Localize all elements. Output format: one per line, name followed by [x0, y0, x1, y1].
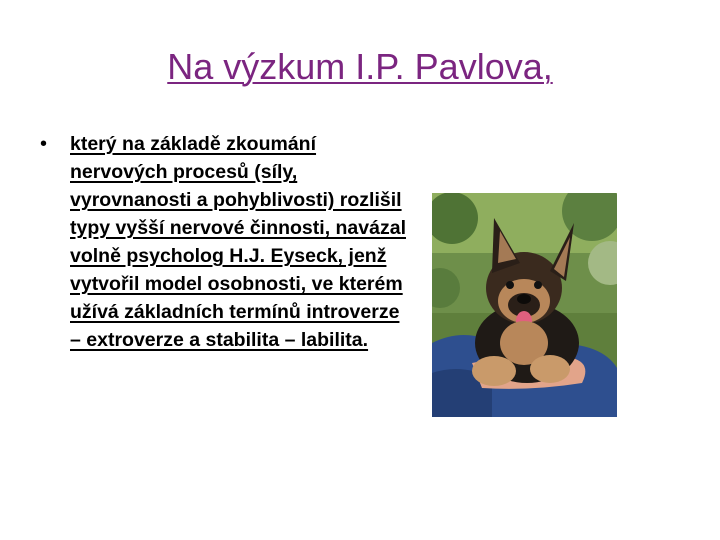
slide-title: Na výzkum I.P. Pavlova,	[167, 46, 553, 87]
bullet-line: typy vyšší nervové činnosti, navázal	[70, 217, 406, 239]
bullet-line: který na základě zkoumání	[70, 133, 317, 155]
bullet-icon: •	[40, 133, 48, 155]
bullet-line: – extroverze a stabilita – labilita.	[70, 329, 369, 351]
bullet-body	[70, 130, 406, 354]
bullet-line: užívá základních termínů introverze	[70, 301, 400, 323]
bullet-line: nervových procesů (síly,	[70, 161, 298, 183]
bullet-line: volně psycholog H.J. Eyseck, jenž	[70, 245, 387, 267]
german-shepherd-puppy-photo	[432, 193, 617, 417]
bullet-line: vytvořil model osobnosti, ve kterém	[70, 273, 403, 295]
bullet-line: vyrovnanosti a pohyblivosti) rozlišil	[70, 189, 402, 211]
